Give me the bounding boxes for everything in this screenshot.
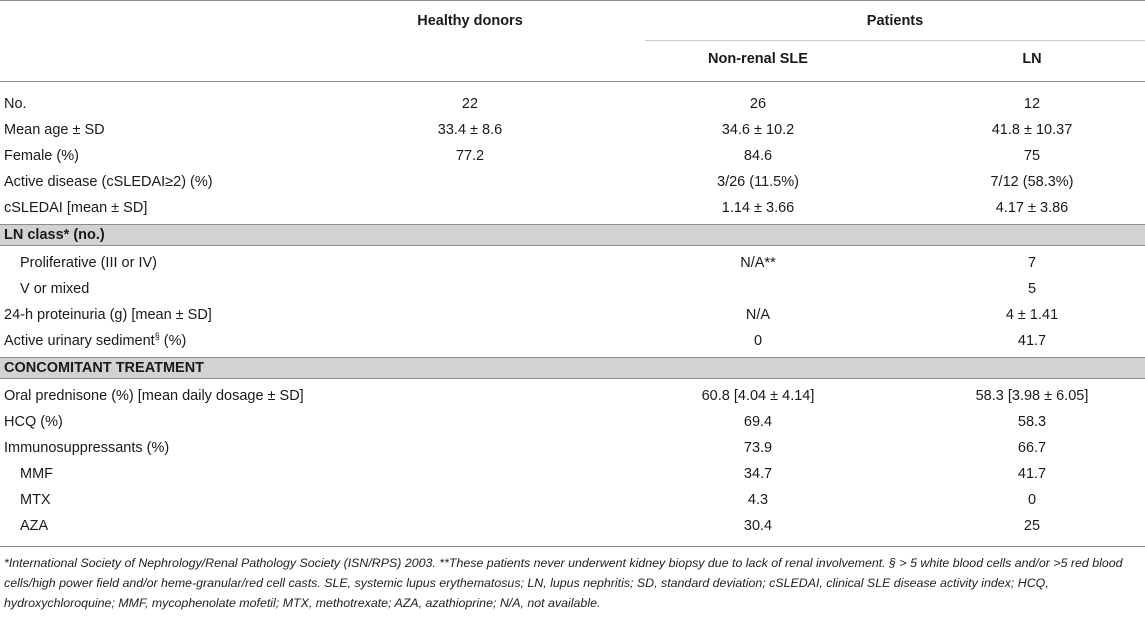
cell-ln: 4.17 ± 3.86: [995, 200, 1069, 216]
cell-healthy-donors: [350, 383, 590, 409]
section-title: LN class* (no.): [4, 227, 105, 243]
cell-healthy-donors: [350, 513, 590, 539]
table-top-rule: [0, 0, 1145, 1]
cell-healthy-donors: [350, 250, 590, 276]
cell-ln: 12: [1023, 96, 1041, 112]
cell-non-renal-sle: N/A**: [740, 255, 776, 271]
row-label: Active disease (cSLEDAI≥2) (%): [4, 174, 213, 190]
cell-healthy-donors: 22: [461, 96, 479, 112]
table-row: [0, 487, 1145, 513]
col-header-patients: Patients: [866, 13, 924, 29]
row-label: cSLEDAI [mean ± SD]: [4, 200, 148, 216]
cell-ln: 66.7: [1017, 440, 1047, 456]
header-bottom-rule: [0, 81, 1145, 82]
cell-non-renal-sle: 3/26 (11.5%): [717, 174, 799, 190]
cell-ln: 41.7: [1017, 333, 1047, 349]
table-bottom-rule: [0, 546, 1145, 547]
row-label: 24-h proteinuria (g) [mean ± SD]: [4, 307, 212, 323]
table-row: [0, 195, 1145, 221]
cell-healthy-donors: 77.2: [455, 148, 485, 164]
col-header-healthy-donors: Healthy donors: [417, 13, 523, 29]
cell-healthy-donors: [350, 276, 590, 302]
cell-ln: 7/12 (58.3%): [990, 174, 1074, 190]
cell-ln: 75: [1023, 148, 1041, 164]
col-header-ln: LN: [1022, 51, 1042, 67]
cell-healthy-donors: [350, 435, 590, 461]
cell-non-renal-sle: 73.9: [743, 440, 773, 456]
cell-ln: 41.8 ± 10.37: [991, 122, 1073, 138]
table-row: [0, 117, 1145, 143]
row-label: Immunosuppressants (%): [4, 440, 170, 456]
cell-healthy-donors: [350, 409, 590, 435]
table-row: [0, 409, 1145, 435]
cell-non-renal-sle: 60.8 [4.04 ± 4.14]: [701, 388, 815, 404]
cell-non-renal-sle: 30.4: [743, 518, 773, 534]
row-label: AZA: [20, 518, 49, 534]
cell-ln: 25: [1023, 518, 1041, 534]
row-label: Female (%): [4, 148, 79, 164]
cell-ln: 58.3 [3.98 ± 6.05]: [975, 388, 1089, 404]
cell-non-renal-sle: 84.6: [743, 148, 773, 164]
table-row: [0, 143, 1145, 169]
cell-ln: 5: [1027, 281, 1037, 297]
table-row: [0, 169, 1145, 195]
cell-ln: 4 ± 1.41: [1005, 307, 1059, 323]
table-row: [0, 250, 1145, 276]
row-label-suffix: (%): [159, 333, 187, 349]
row-label: HCQ (%): [4, 414, 63, 430]
row-label: [4, 328, 186, 354]
patients-subheader-rule: [645, 40, 1145, 41]
table-row: [0, 383, 1145, 409]
row-label: Mean age ± SD: [4, 122, 105, 138]
cell-non-renal-sle: [638, 276, 878, 302]
section-sign-footnote-mark: §: [154, 331, 160, 342]
cell-healthy-donors: [350, 487, 590, 513]
table-row: [0, 276, 1145, 302]
table-footnote: *International Society of Nephrology/Renal Pathology Society (ISN/RPS) 2003. **These patients never underwent kidney biopsy due to lack of renal involvement. § > 5 white blood cells and/or >5 red blood cells/high power field and/or heme-granular/red cell casts. SLE, systemic lupus erythematosus; LN, lupus nephritis; SD, standard deviation; cSLEDAI, clinical SLE disease activity index; HCQ, hydroxychloroquine; MMF, mycophenolate mofetil; MTX, methotrexate; AZA, azathioprine; N/A, not available.: [4, 556, 1123, 610]
table-row: [0, 91, 1145, 117]
cell-ln: 58.3: [1017, 414, 1047, 430]
section-title: CONCOMITANT TREATMENT: [4, 360, 205, 376]
cell-non-renal-sle: 69.4: [743, 414, 773, 430]
row-label: No.: [4, 96, 27, 112]
cell-non-renal-sle: 34.6 ± 10.2: [721, 122, 795, 138]
row-label: Oral prednisone (%) [mean daily dosage ± SD]: [4, 388, 304, 404]
cell-healthy-donors: [350, 461, 590, 487]
cell-non-renal-sle: 34.7: [743, 466, 773, 482]
cell-ln: 41.7: [1017, 466, 1047, 482]
table-row: [0, 328, 1145, 354]
cell-ln: 0: [1027, 492, 1037, 508]
cell-non-renal-sle: 1.14 ± 3.66: [721, 200, 795, 216]
section-header-concomitant-treatment: [0, 357, 1145, 379]
table-row: [0, 513, 1145, 539]
section-header-ln-class: [0, 224, 1145, 246]
cell-healthy-donors: 33.4 ± 8.6: [437, 122, 503, 138]
cell-non-renal-sle: 0: [753, 333, 763, 349]
table-row: [0, 461, 1145, 487]
cell-non-renal-sle: 4.3: [747, 492, 769, 508]
table-row: [0, 435, 1145, 461]
row-label-text: Active urinary sediment: [4, 333, 155, 349]
cell-healthy-donors: [350, 328, 590, 354]
cell-healthy-donors: [350, 169, 590, 195]
row-label: Proliferative (III or IV): [20, 255, 157, 271]
row-label: MMF: [20, 466, 54, 482]
row-label: V or mixed: [20, 281, 90, 297]
row-label: MTX: [20, 492, 51, 508]
table-row: [0, 302, 1145, 328]
cell-ln: 7: [1027, 255, 1037, 271]
cell-non-renal-sle: 26: [749, 96, 767, 112]
cell-non-renal-sle: N/A: [745, 307, 771, 323]
cell-healthy-donors: [350, 195, 590, 221]
col-header-non-renal-sle: Non-renal SLE: [708, 51, 808, 67]
cell-healthy-donors: [350, 302, 590, 328]
